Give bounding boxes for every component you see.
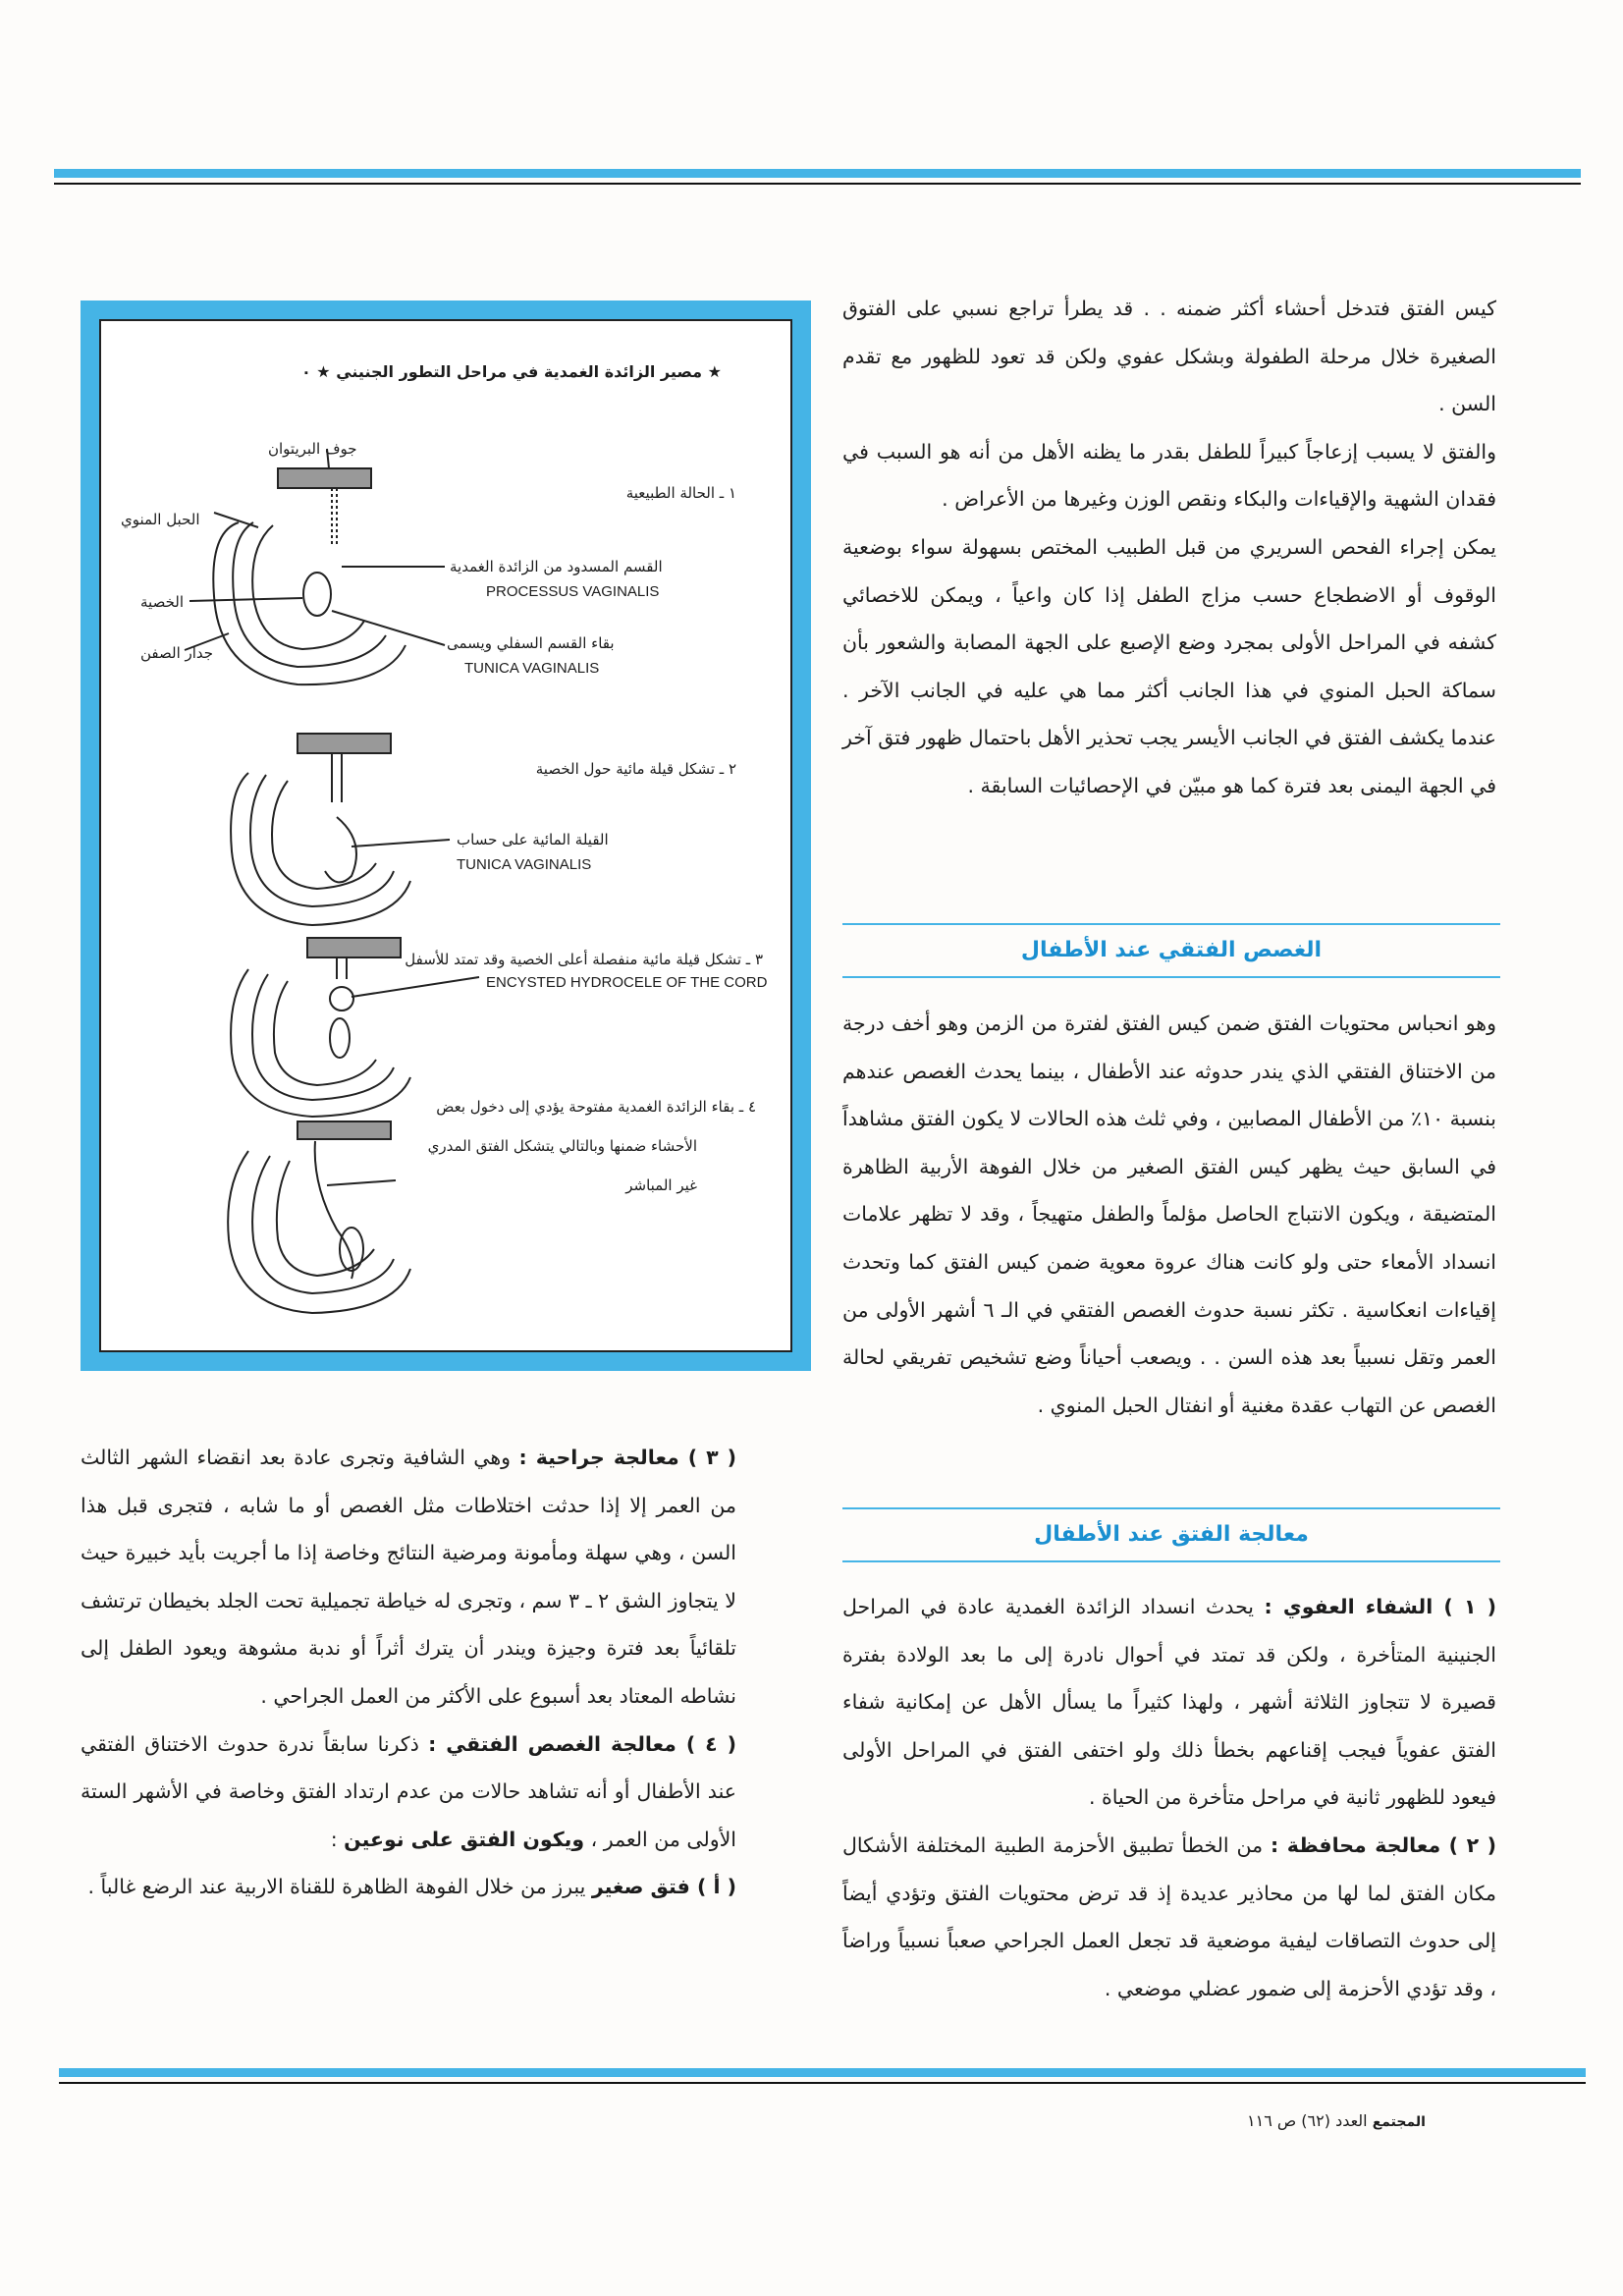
label-peritoneum: جوف البريتوان bbox=[268, 440, 357, 458]
label-stage3: ٣ ـ تشكل قيلة مائية منفصلة أعلى الخصية وقد تمتد للأسفل bbox=[405, 951, 763, 968]
label-encysted-hydrocele: ENCYSTED HYDROCELE OF THE CORD bbox=[486, 974, 768, 991]
figure-panel bbox=[99, 319, 792, 1352]
magazine-logo: المجتمع bbox=[1372, 2114, 1426, 2130]
left-column bbox=[81, 1434, 736, 1911]
label-tunica-vaginalis-1: TUNICA VAGINALIS bbox=[464, 660, 600, 677]
issue-page: العدد (٦٢) ص ١١٦ bbox=[1247, 2111, 1368, 2130]
section-heading-treatment: معالجة الفتق عند الأطفال bbox=[842, 1507, 1500, 1562]
drawing-stage-2 bbox=[231, 734, 450, 925]
paragraph: ( ٢ ) معالجة محافظة : من الخطأ تطبيق الأحزمة الطبية المختلفة الأشكال مكان الفتق لما لها من محاذير عديدة إذ قد ترض محتويات الفتق وتؤدي أيضاً إلى حدوث التصاقات ليفية موضعية قد تجعل العمل الجراحي صعباً نسبياً وراضاً ، وقد تؤدي الأحزمة إلى ضمور عضلي موضعي . bbox=[842, 1832, 1496, 2000]
label-hydrocele: القيلة المائية على حساب bbox=[457, 831, 609, 848]
label-cord: الحبل المنوي bbox=[121, 511, 200, 528]
label-stage4a: ٤ ـ بقاء الزائدة الغمدية مفتوحة يؤدي إلى دخول بعض bbox=[436, 1098, 756, 1116]
label-tunica-vaginalis-2: TUNICA VAGINALIS bbox=[457, 856, 592, 873]
figure-title: ★ مصير الزائدة الغمدية في مراحل التطور الجنيني ★ ٠ bbox=[300, 362, 722, 381]
paragraph: ( ٣ ) معالجة جراحية : وهي الشافية وتجرى عادة بعد انقضاء الشهر الثالث من العمر إلا إذا حدثت اختلاطات مثل الغصص أو ما شابه ، فتجرى قبل هذا السن ، وهي سهلة ومأمونة ومرضية النتائج وخاصة إذا ما أجريت بأيد خبيرة حيث لا يتجاوز الشق ٢ ـ ٣ سم ، وتجرى له خياطة تجميلية تحت الجلد بخيطان ترتشف تلقائياً بعد فترة وجيزة ويندر أن يترك أثراً أو ندبة مشوهة ويعود الطفل إلى نشاطه المعتاد بعد أسبوع على الأكثر من العمل الجراحي . bbox=[81, 1446, 737, 1708]
section-heading-strangulation: الغصص الفتقي عند الأطفال bbox=[842, 923, 1500, 978]
label-scrotal-wall: جدار الصفن bbox=[140, 644, 214, 662]
label-stage2: ٢ ـ تشكل قيلة مائية حول الخصية bbox=[535, 760, 736, 778]
top-black-rule bbox=[54, 183, 1581, 185]
figure-frame bbox=[81, 301, 811, 1371]
label-stage4c: غير المباشر bbox=[625, 1176, 697, 1194]
label-closed-part: القسم المسدود من الزائدة الغمدية bbox=[450, 558, 663, 575]
label-stage4b: الأحشاء ضمنها وبالتالي يتشكل الفتق المدري bbox=[427, 1137, 697, 1155]
label-processus-vaginalis: PROCESSUS VAGINALIS bbox=[486, 583, 660, 600]
paragraph: يمكن إجراء الفحص السريري من قبل الطبيب المختص بسهولة سواء بوضعية الوقوف أو الاضطجاع حسب مزاج الطفل إذا كان واعياً ، ويمكن للاخصائي كشفه في المراحل الأولى بمجرد وضع الإصبع على الجهة المصابة والشعور بأن سماكة الحبل المنوي في هذا الجانب أكثر مما هي عليه في الجانب الآخر . عندما يكشف الفتق في الجانب الأيسر يجب تحذير الأهل باحتمال ظهور فتق آخر في الجهة اليمنى بعد فترة كما هو مبيّن في الإحصائيات السابقة . bbox=[842, 534, 1496, 797]
label-stage1: ١ ـ الحالة الطبيعية bbox=[625, 484, 736, 502]
paragraph: وهو انحباس محتويات الفتق ضمن كيس الفتق لفترة من الزمن وهو أخف درجة من الاختناق الفتقي الذي يندر حدوثه عند الأطفال ، بينما يحدث الغصص عندهم بنسبة ١٠٪ من الأطفال المصابين ، وفي ثلث هذه الحالات لا يكون الفتق مشاهداً في السابق حيث يظهر كيس الفتق الصغير من خلال الفوهة الأربية الظاهرة المتضيقة ، ويكون الانتباج الحاصل مؤلماً والطفل متهيجاً ، وقد لا تظهر علامات انسداد الأمعاء حتى ولو كانت هناك عروة معوية ضمن كيس الفتق كما وتحدث إقياءات انعكاسية . تكثر نسبة حدوث الغصص الفتقي في الـ ٦ أشهر الأولى من العمر وتقل نسبياً بعد هذه السن . . ويصعب أحياناً وضع تشخيص تفريقي لحالة الغصص عن التهاب عقدة مغنية أو انفتال الحبل المنوي . bbox=[842, 1011, 1497, 1417]
paragraph: ( ٤ ) معالجة الغصص الفتقي : ذكرنا سابقاً ندرة حدوث الاختناق الفتقي عند الأطفال أو أنه تشاهد حالات من عدم ارتداد الفتق وخاصة في الأشهر الستة الأولى من العمر ، ويكون الفتق على نوعين : bbox=[81, 1731, 736, 1851]
drawing-stage-1 bbox=[185, 449, 445, 684]
paragraph: ( ١ ) الشفاء العفوي : يحدث انسداد الزائدة الغمدية عادة في المراحل الجنينية المتأخرة ، ولكن قد تمتد في أحوال نادرة إلى ما بعد الولادة بفترة قصيرة لا تتجاوز الثلاثة أشهر ، ولهذا كثيراً ما يسأل الأهل عن إمكانية شفاء الفتق عفوياً فيجب إقناعهم بخطأ ذلك ولو اختفى الفتق في المراحل الأولى فيعود للظهور ثانية في مراحل متأخرة من الحياة . bbox=[842, 1595, 1496, 1810]
drawing-stage-3 bbox=[231, 938, 479, 1117]
right-column-2 bbox=[842, 1000, 1496, 1429]
top-blue-rule bbox=[54, 169, 1581, 178]
drawing-stage-4 bbox=[228, 1121, 410, 1313]
label-lower-part: بقاء القسم السفلي ويسمى bbox=[447, 634, 615, 652]
right-column bbox=[842, 285, 1496, 810]
bottom-black-rule bbox=[59, 2082, 1586, 2084]
bottom-blue-rule bbox=[59, 2068, 1586, 2077]
embryology-drawings bbox=[101, 321, 790, 1350]
label-testis: الخصية bbox=[140, 593, 184, 611]
paragraph: ( أ ) فتق صغير يبرز من خلال الفوهة الظاهرة للقناة الاربية عند الرضع غالباً . bbox=[87, 1875, 736, 1899]
paragraph: والفتق لا يسبب إزعاجاً كبيراً للطفل بقدر ما يظنه الأهل من أنه هو السبب في فقدان الشهية والإقياءات والبكاء ونقص الوزن وغيرها من الأعراض . bbox=[842, 439, 1496, 512]
right-column-3 bbox=[842, 1583, 1496, 2012]
paragraph: كيس الفتق فتدخل أحشاء أكثر ضمنه . . قد يطرأ تراجع نسبي على الفتوق الصغيرة خلال مرحلة الطفولة وبشكل عفوي ولكن قد تعود للظهور مع تقدم السن . bbox=[842, 297, 1496, 416]
page-footer bbox=[1247, 2111, 1426, 2130]
